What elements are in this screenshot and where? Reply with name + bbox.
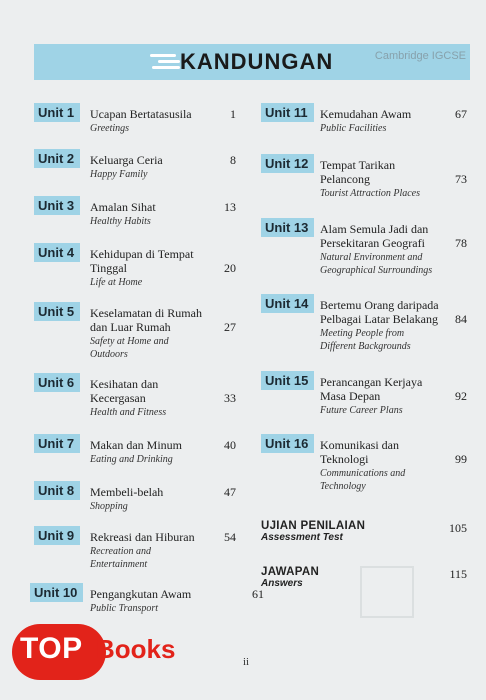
unit-title: Keselamatan di Rumah dan Luar Rumah <box>90 306 202 334</box>
list-item[interactable] <box>320 158 450 200</box>
unit-title: Membeli-belah <box>90 485 164 499</box>
unit-subtitle: Shopping <box>90 501 128 512</box>
page-number: 105 <box>449 521 467 535</box>
page-title: KANDUNGAN <box>180 49 334 74</box>
unit-badge: Unit 6 <box>34 373 80 392</box>
watermark-stamp <box>360 566 414 618</box>
unit-badge: Unit 1 <box>34 103 80 122</box>
unit-title: Kehidupan di Tempat Tinggal <box>90 247 194 275</box>
page-footer-number: ii <box>243 656 250 668</box>
section-subtitle: Answers <box>261 578 303 589</box>
unit-title: Alam Semula Jadi dan Persekitaran Geografi <box>320 222 429 250</box>
page-number: 20 <box>224 261 236 275</box>
section-assessment[interactable] <box>261 520 365 543</box>
section-subtitle: Assessment Test <box>261 532 343 543</box>
unit-badge: Unit 12 <box>261 154 314 173</box>
unit-badge: Unit 9 <box>34 526 80 545</box>
unit-subtitle: Greetings <box>90 123 130 134</box>
unit-title: Kesihatan dan Kecergasan <box>90 377 159 405</box>
page-number: 1 <box>230 107 236 121</box>
unit-badge: Unit 14 <box>261 294 314 313</box>
unit-subtitle: Health and Fitness <box>90 407 167 418</box>
page-number: 47 <box>224 485 236 499</box>
unit-title: Komunikasi dan Teknologi <box>320 438 399 466</box>
unit-subtitle: Life at Home <box>90 277 143 288</box>
unit-title: Amalan Sihat <box>90 200 156 214</box>
unit-subtitle: Public Transport <box>90 603 159 614</box>
list-item[interactable] <box>320 298 450 353</box>
unit-badge: Unit 4 <box>34 243 80 262</box>
unit-badge: Unit 11 <box>261 103 314 122</box>
unit-subtitle: Communications and Technology <box>320 468 406 492</box>
unit-badge: Unit 16 <box>261 434 314 453</box>
unit-subtitle: Natural Environment and Geographical Surroundings <box>320 252 433 276</box>
page-number: 27 <box>224 320 236 334</box>
unit-title: Tempat Tarikan Pelancong <box>320 158 396 186</box>
page-number: 67 <box>455 107 467 121</box>
unit-badge: Unit 3 <box>34 196 80 215</box>
unit-badge: Unit 2 <box>34 149 80 168</box>
page-number: 92 <box>455 389 467 403</box>
page-number: 13 <box>224 200 236 214</box>
logo-text-books: Books <box>96 634 176 664</box>
unit-subtitle: Safety at Home and Outdoors <box>90 336 169 360</box>
unit-subtitle: Eating and Drinking <box>90 454 173 465</box>
unit-badge: Unit 15 <box>261 371 314 390</box>
unit-badge: Unit 7 <box>34 434 80 453</box>
list-item[interactable] <box>320 222 450 277</box>
section-title: JAWAPAN <box>261 566 320 578</box>
page-number: 115 <box>449 567 467 581</box>
page-number: 61 <box>252 587 264 601</box>
unit-subtitle: Tourist Attraction Places <box>320 188 421 199</box>
unit-title: Rekreasi dan Hiburan <box>90 530 195 544</box>
logo-text-top: TOP <box>20 632 83 665</box>
unit-title: Pengangkutan Awam <box>90 587 192 601</box>
unit-title: Ucapan Bertatasusila <box>90 107 192 121</box>
unit-title: Makan dan Minum <box>90 438 182 452</box>
unit-subtitle: Public Facilities <box>320 123 387 134</box>
unit-badge: Unit 8 <box>34 481 80 500</box>
page-number: 40 <box>224 438 236 452</box>
page-number: 99 <box>455 452 467 466</box>
page-number: 8 <box>230 153 236 167</box>
unit-title: Keluarga Ceria <box>90 153 163 167</box>
watermark-text: Cambridge IGCSE <box>374 50 466 62</box>
list-item[interactable] <box>320 438 430 493</box>
page-number: 73 <box>455 172 467 186</box>
unit-subtitle: Happy Family <box>90 169 148 180</box>
unit-title: Perancangan Kerjaya Masa Depan <box>320 375 423 403</box>
unit-subtitle: Recreation and Entertainment <box>90 546 152 570</box>
unit-subtitle: Meeting People from Different Backgrounds <box>320 328 411 352</box>
unit-title: Bertemu Orang daripada Pelbagai Latar Belakang <box>320 298 439 326</box>
unit-title: Kemudahan Awam <box>320 107 412 121</box>
section-answers[interactable] <box>261 566 319 589</box>
unit-badge: Unit 10 <box>30 583 83 602</box>
page-number: 54 <box>224 530 236 544</box>
list-item[interactable] <box>90 587 235 615</box>
page-number: 84 <box>455 312 467 326</box>
unit-subtitle: Future Career Plans <box>320 405 403 416</box>
list-item[interactable] <box>90 306 215 361</box>
page-number: 78 <box>455 236 467 250</box>
topbooks-logo <box>12 624 192 680</box>
unit-badge: Unit 5 <box>34 302 80 321</box>
page-number: 33 <box>224 391 236 405</box>
unit-subtitle: Healthy Habits <box>90 216 151 227</box>
unit-badge: Unit 13 <box>261 218 314 237</box>
section-title: UJIAN PENILAIAN <box>261 520 366 532</box>
